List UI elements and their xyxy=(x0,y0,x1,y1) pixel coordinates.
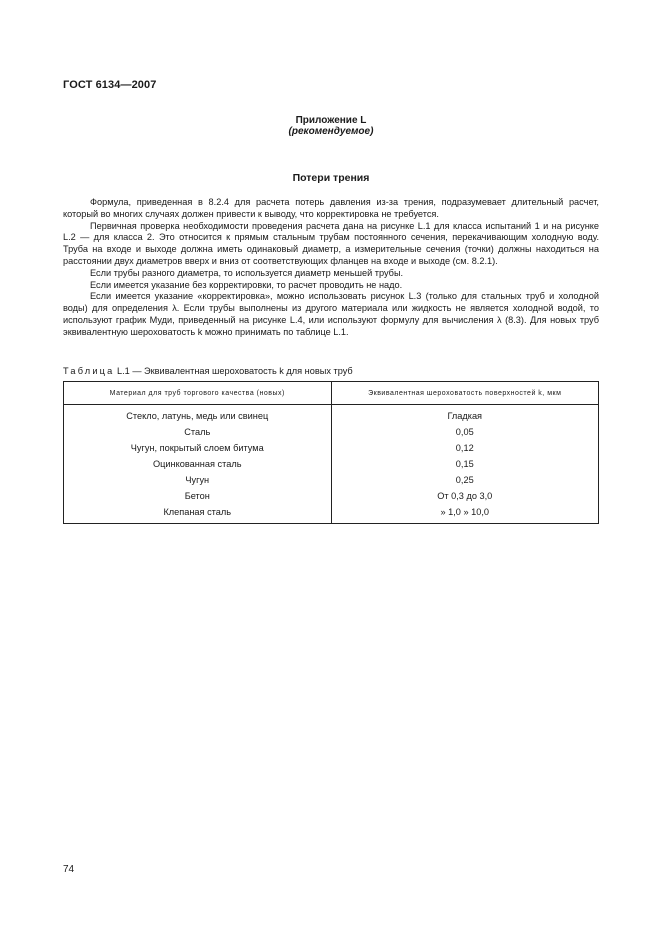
table-row xyxy=(64,440,599,456)
roughness-cell: 0,15 xyxy=(331,456,599,472)
paragraph: Если имеется указание без корректировки, то расчет проводить не надо. xyxy=(90,279,403,290)
appendix-title: Приложение L xyxy=(295,115,367,126)
section-title: Потери трения xyxy=(292,172,370,184)
table-header-roughness: Эквивалентная шероховатость поверхностей k, мкм xyxy=(331,382,599,405)
material-cell: Сталь xyxy=(64,424,332,440)
table-row xyxy=(64,472,599,488)
table-header-row xyxy=(64,382,599,405)
table-caption-label: Таблица xyxy=(63,366,115,376)
appendix-subtitle: (рекомендуемое) xyxy=(288,126,374,137)
material-cell: Клепаная сталь xyxy=(64,504,332,524)
table-row xyxy=(64,424,599,440)
paragraph: Первичная проверка необходимости проведения расчета дана на рисунке L.1 для класса испытаний 1 и на рисунке L.2 — для класса 2. Это относится к прямым стальным трубам постоянного сечения, перекачивающим холодную воду. Труба на входе и выходе должна иметь одинаковый диаметр, а измерительные сечения (точки) должны находиться на расстоянии двух диаметров вверх и вниз от соответствующих фланцев на входе и выходе (см. 8.2.1). xyxy=(63,220,599,266)
roughness-cell: 0,12 xyxy=(331,440,599,456)
roughness-cell: Гладкая xyxy=(331,405,599,425)
material-cell: Бетон xyxy=(64,488,332,504)
material-cell: Чугун xyxy=(64,472,332,488)
material-cell: Чугун, покрытый слоем битума xyxy=(64,440,332,456)
roughness-cell: 0,25 xyxy=(331,472,599,488)
table-header-material: Материал для труб торгового качества (новых) xyxy=(64,382,332,405)
body-text xyxy=(63,197,599,339)
document-header: ГОСТ 6134—2007 xyxy=(63,79,157,91)
material-cell: Стекло, латунь, медь или свинец xyxy=(64,405,332,425)
table-caption-text: L.1 — Эквивалентная шероховатость k для новых труб xyxy=(114,366,353,376)
paragraph: Если имеется указание «корректировка», можно использовать рисунок L.3 (только для стальных труб и холодной воды) для определения λ. Если трубы выполнены из другого материала или жидкость не является холодной водой, то используют график Муди, приведенный на рисунке L.4, или используют формулу для вычисления λ (8.3). Для новых труб эквивалентную шероховатость k можно принимать по таблице L.1. xyxy=(63,291,599,337)
material-cell: Оцинкованная сталь xyxy=(64,456,332,472)
table-row xyxy=(64,405,599,425)
table-caption xyxy=(63,366,353,376)
roughness-cell: От 0,3 до 3,0 xyxy=(331,488,599,504)
roughness-cell: 0,05 xyxy=(331,424,599,440)
roughness-table xyxy=(63,381,599,524)
table-row xyxy=(64,504,599,524)
table-row xyxy=(64,488,599,504)
table-row xyxy=(64,456,599,472)
roughness-cell: » 1,0 » 10,0 xyxy=(331,504,599,524)
paragraph: Если трубы разного диаметра, то используется диаметр меньшей трубы. xyxy=(90,267,404,278)
page-number: 74 xyxy=(63,864,75,875)
paragraph: Формула, приведенная в 8.2.4 для расчета потерь давления из-за трения, подразумевает длительный расчет, который во многих случаях должен привести к выводу, что корректировка не требуется. xyxy=(63,197,599,219)
